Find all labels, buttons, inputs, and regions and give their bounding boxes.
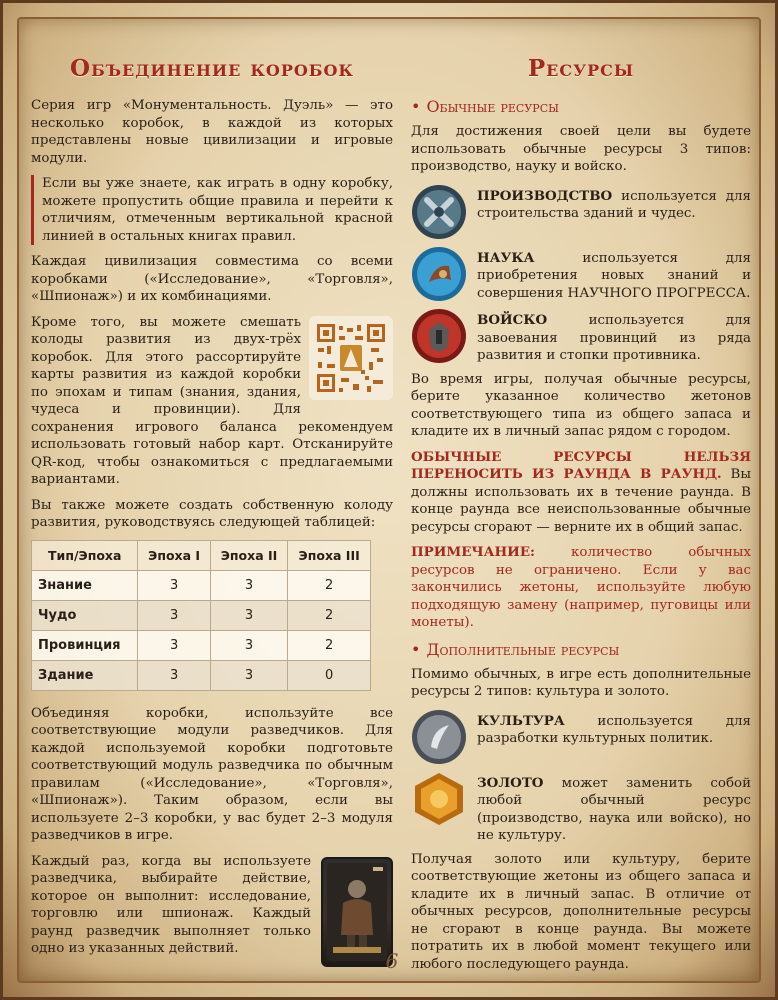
paragraph-scout-action: Каждый раз, когда вы используете разведчика, выбирайте действие, которое он выполнит: исследование, торговлю или шпионаж. Каждый раунд разведчик выполняет только одно из указанных действий.	[31, 853, 311, 956]
table-cell: 3	[210, 660, 288, 690]
production-text: используется для строительства зданий и чудес.	[477, 188, 751, 221]
gold-text: может заменить собой любой обычный ресурс (производство, наука или войско), но не культуру.	[477, 775, 751, 843]
paragraph-basic-intro: Для достижения своей цели вы будете использовать обычные ресурсы 3 типов: производство, науку и войско.	[411, 124, 751, 174]
army-text: используется для завоевания провинций из ряда развития и стопки противника.	[477, 313, 751, 363]
culture-text: используется для разработки культурных политик.	[477, 713, 751, 746]
table-cell: 3	[210, 630, 288, 660]
resource-army	[411, 308, 751, 365]
page-number: 6	[385, 949, 399, 973]
table-header: Эпоха III	[288, 540, 371, 570]
no-carryover-text: Вы должны использовать их в течение раунда. В конце раунда все неиспользованные обычные ресурсы сгорают — верните их в общий запас.	[411, 467, 751, 535]
table-cell: 2	[288, 630, 371, 660]
left-column	[31, 55, 393, 969]
table-header-row	[32, 540, 371, 570]
table-cell: Провинция	[32, 630, 138, 660]
bullet-icon: •	[411, 97, 421, 116]
table-row	[32, 660, 371, 690]
paragraph-extra-intro: Помимо обычных, в игре есть дополнительные ресурсы 2 типов: культура и золото.	[411, 666, 751, 699]
resource-science	[411, 246, 751, 303]
table-cell: 3	[138, 600, 210, 630]
table-header: Тип/Эпоха	[32, 540, 138, 570]
paragraph-mixing-decks: Кроме того, вы можете смешать колоды развития из двух-трёх коробок. Для этого рассортируйте карты развития из каждой коробки по эпохам и типам (знания, здания, чудеса и провинции). Для сохранения игрового баланса рекомендуем использовать готовый набор карт. Отсканируйте QR-код, чтобы ознакомиться с предлагаемыми вариантами.	[31, 314, 393, 487]
science-token-icon	[411, 246, 467, 302]
table-cell: 3	[138, 660, 210, 690]
table-row	[32, 570, 371, 600]
table-cell: Чудо	[32, 600, 138, 630]
resource-culture	[411, 709, 751, 765]
resource-gold	[411, 771, 751, 845]
table-cell: 3	[210, 570, 288, 600]
table-cell: Здание	[32, 660, 138, 690]
table-cell: 2	[288, 600, 371, 630]
subsection-title-basic-resources	[411, 97, 751, 117]
bullet-icon: •	[411, 639, 421, 659]
deck-composition-table	[31, 540, 371, 691]
table-cell: Знание	[32, 570, 138, 600]
gold-token-icon	[411, 771, 467, 827]
note-label: ПРИМЕЧАНИЕ:	[411, 544, 535, 560]
subsection-title-text: Обычные ресурсы	[426, 97, 559, 116]
army-name: ВОЙСКО	[477, 312, 548, 328]
paragraph-compatibility: Каждая цивилизация совместима со всеми коробками («Исследование», «Торговля», «Шпионаж») и их комбинациями.	[31, 254, 393, 304]
production-token-icon	[411, 184, 467, 240]
paragraph-intro: Серия игр «Монументальность. Дуэль» — это несколько коробок, в каждой из которых представлены новые цивилизации и игровые модули.	[31, 98, 393, 166]
table-cell: 3	[138, 570, 210, 600]
gold-name: ЗОЛОТО	[477, 774, 544, 791]
science-text: используется для приобретения новых знаний и совершения НАУЧНОГО ПРОГРЕССА.	[477, 250, 751, 301]
table-row	[32, 630, 371, 660]
table-cell: 3	[210, 600, 288, 630]
right-column	[411, 55, 751, 981]
paragraph-own-deck: Вы также можете создать собственную колоду развития, руководствуясь следующей таблицей:	[31, 497, 393, 530]
science-name: НАУКА	[477, 249, 535, 266]
table-cell: 3	[138, 630, 210, 660]
subsection-title-text: Дополнительные ресурсы	[426, 639, 620, 659]
production-name: ПРОИЗВОДСТВО	[477, 187, 613, 204]
note-text: количество обычных ресурсов не ограничено. Если у вас закончились жетоны, используйте любую подходящую замену (например, пуговицы или монеты).	[411, 545, 751, 630]
paragraph-extra-usage: Получая золото или культуру, берите соответствующие жетоны из общего запаса и кладите их в личный запас. В отличие от обычных ресурсов, дополнительные ресурсы не сгорают в конце раунда. Вы можете потратить их в любой момент текущего или любого последующего раунда.	[411, 851, 751, 972]
qr-code-icon[interactable]	[309, 316, 393, 400]
table-cell: 2	[288, 570, 371, 600]
paragraph-red-line-note: Если вы уже знаете, как играть в одну коробку, можете пропустить общие правила и перейти к отличиям, отмеченным вертикальной красной линией в остальных книгах правил.	[31, 175, 393, 245]
section-title-resources: Ресурсы	[527, 55, 635, 82]
table-row	[32, 600, 371, 630]
paragraph-note	[411, 544, 751, 632]
culture-name: КУЛЬТУРА	[477, 712, 565, 729]
table-header: Эпоха I	[138, 540, 210, 570]
subsection-title-extra-resources	[411, 640, 751, 660]
resource-production	[411, 184, 751, 240]
table-cell: 0	[288, 660, 371, 690]
paragraph-scout-modules: Объединяя коробки, используйте все соответствующие модули разведчиков. Для каждой используемой коробки подготовьте соответствующий модуль разведчика по обычным правилам («Исследование», «Торговля», «Шпионаж»). Таким образом, если вы используете 2–3 коробки, у вас будет 2–3 модуля разведчиков в игре.	[31, 705, 393, 843]
paragraph-taking-resources: Во время игры, получая обычные ресурсы, берите указанное количество жетонов соответствующего типа из общего запаса и кладите их в личный запас рядом с городом.	[411, 371, 751, 439]
section-title-combining-boxes: Объединение коробок	[70, 55, 354, 82]
army-token-icon	[411, 308, 467, 364]
culture-token-icon	[411, 709, 467, 765]
paragraph-no-carryover	[411, 449, 751, 537]
table-header: Эпоха II	[210, 540, 288, 570]
no-carryover-bold: ОБЫЧНЫЕ РЕСУРСЫ НЕЛЬЗЯ ПЕРЕНОСИТЬ ИЗ РАУНДА В РАУНД.	[411, 448, 751, 482]
